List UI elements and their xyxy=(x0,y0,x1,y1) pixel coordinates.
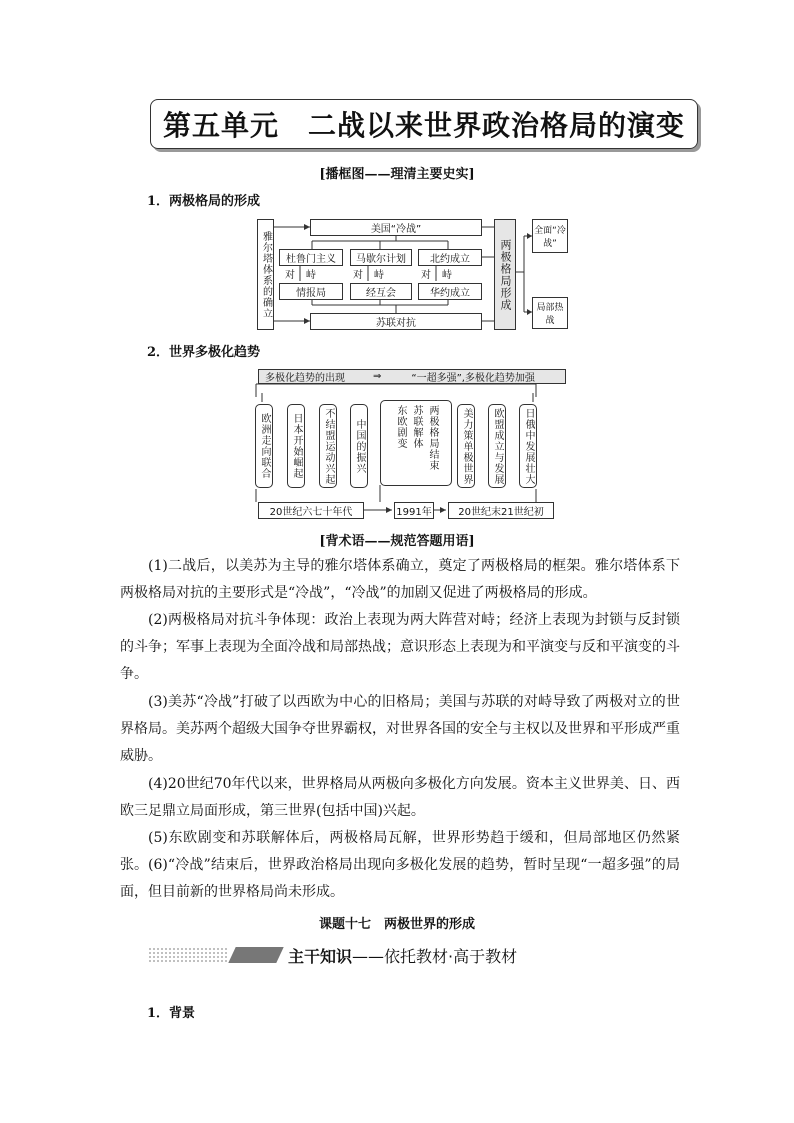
banner-bar xyxy=(228,947,283,963)
col-bipolar-end: 两极格局结束 xyxy=(427,405,438,471)
background-heading: 1．背景 xyxy=(147,1006,196,1021)
phrases-heading: [背术语——规范答题用语] xyxy=(319,534,475,549)
banner-sub: ——依托教材·高于教材 xyxy=(352,947,518,966)
lesson-title: 课题十七 两极世界的形成 xyxy=(318,917,475,932)
section-banner xyxy=(148,944,558,966)
versus-label-3b: 峙 xyxy=(442,270,452,281)
page-title: 第五单元 二战以来世界政治格局的演变 xyxy=(150,99,698,149)
yalta-box: 雅尔塔体系的确立 xyxy=(257,219,274,330)
paragraph-6: (6)“冷战”结束后，世界政治格局出现向多极化发展的趋势，暂时呈现“一超多强”的局面，但目前新的世界格局尚未形成。 xyxy=(120,857,680,900)
time-2000s: 20世纪末21世纪初 xyxy=(448,502,554,519)
paragraph-4: (4)20世纪70年代以来，世界格局从两极向多极化方向发展。资本主义世界美、日、西欧三足鼎立局面形成，第三世界(包括中国)兴起。 xyxy=(120,776,680,819)
time-1960s: 20世纪六七十年代 xyxy=(258,502,364,519)
col-1991-group xyxy=(380,400,452,486)
banner-main: 主干知识 xyxy=(288,947,353,966)
framework-heading: [播框图——理清主要史实] xyxy=(319,167,475,182)
local-hot-war-box: 局部热战 xyxy=(532,297,568,329)
col-ussr: 苏联解体 xyxy=(411,405,422,449)
col-europe: 欧洲走向联合 xyxy=(255,404,273,488)
col-east-europe: 东欧剧变 xyxy=(395,405,406,449)
banner-text xyxy=(288,944,517,967)
col-eu: 欧盟成立与发展 xyxy=(488,404,506,488)
col-us: 美力策单极世界 xyxy=(457,404,475,488)
soviet-response-box: 苏联对抗 xyxy=(310,313,482,330)
marshall-box: 马歇尔计划 xyxy=(350,249,412,266)
arrow-icon: ⇒ xyxy=(373,371,382,382)
versus-label-2b: 峙 xyxy=(374,270,384,281)
time-1991: 1991年 xyxy=(394,502,434,519)
section2-heading: 2．世界多极化趋势 xyxy=(147,345,261,360)
col-china: 中国的振兴 xyxy=(350,404,368,488)
col-japan: 日本开始崛起 xyxy=(287,404,305,488)
paragraph-2: (2)两极格局对抗斗争体现：政治上表现为两大阵营对峙；经济上表现为封锁与反封锁的斗争；军事上表现为全面冷战和局部热战；意识形态上表现为和平演变与反和平演变的斗争。 xyxy=(120,612,680,682)
multipolar-top-bar xyxy=(258,369,566,384)
versus-label-2a: 对 xyxy=(353,270,363,281)
col-jrc: 日俄中发展壮大 xyxy=(519,404,537,488)
total-cold-war-box: 全面“冷战” xyxy=(532,219,568,253)
paragraph-3: (3)美苏“冷战”打破了以西欧为中心的旧格局；美国与苏联的对峙导致了两极对立的世界格局。美苏两个超级大国争夺世界霸权，对世界各国的安全与主权以及世界和平形成严重威胁。 xyxy=(120,694,680,764)
col-nonaligned: 不结盟运动兴起 xyxy=(319,404,337,488)
bipolar-box: 两极格局形成 xyxy=(494,219,516,330)
top-left-label: 多极化趋势的出现 xyxy=(265,373,345,384)
comecon-box: 经互会 xyxy=(350,283,412,300)
top-right-label: “一超多强”,多极化趋势加强 xyxy=(411,373,535,384)
warsaw-box: 华约成立 xyxy=(418,283,482,300)
banner-dots xyxy=(148,947,228,963)
section1-heading: 1．两极格局的形成 xyxy=(147,194,261,209)
us-cold-war-box: 美国“冷战” xyxy=(310,219,482,236)
versus-label-1a: 对 xyxy=(285,270,295,281)
paragraph-1: (1)二战后，以美苏为主导的雅尔塔体系确立，奠定了两极格局的框架。雅尔塔体系下两极格局对抗的主要形式是“冷战”，“冷战”的加剧又促进了两极格局的形成。 xyxy=(120,558,680,601)
truman-box: 杜鲁门主义 xyxy=(279,249,343,266)
paragraph-5: (5)东欧剧变和苏联解体后，两极格局瓦解，世界形势趋于缓和，但局部地区仍然紧张。 xyxy=(120,830,680,873)
versus-label-1b: 峙 xyxy=(306,270,316,281)
versus-label-3a: 对 xyxy=(421,270,431,281)
nato-box: 北约成立 xyxy=(418,249,482,266)
cominform-box: 情报局 xyxy=(279,283,343,300)
